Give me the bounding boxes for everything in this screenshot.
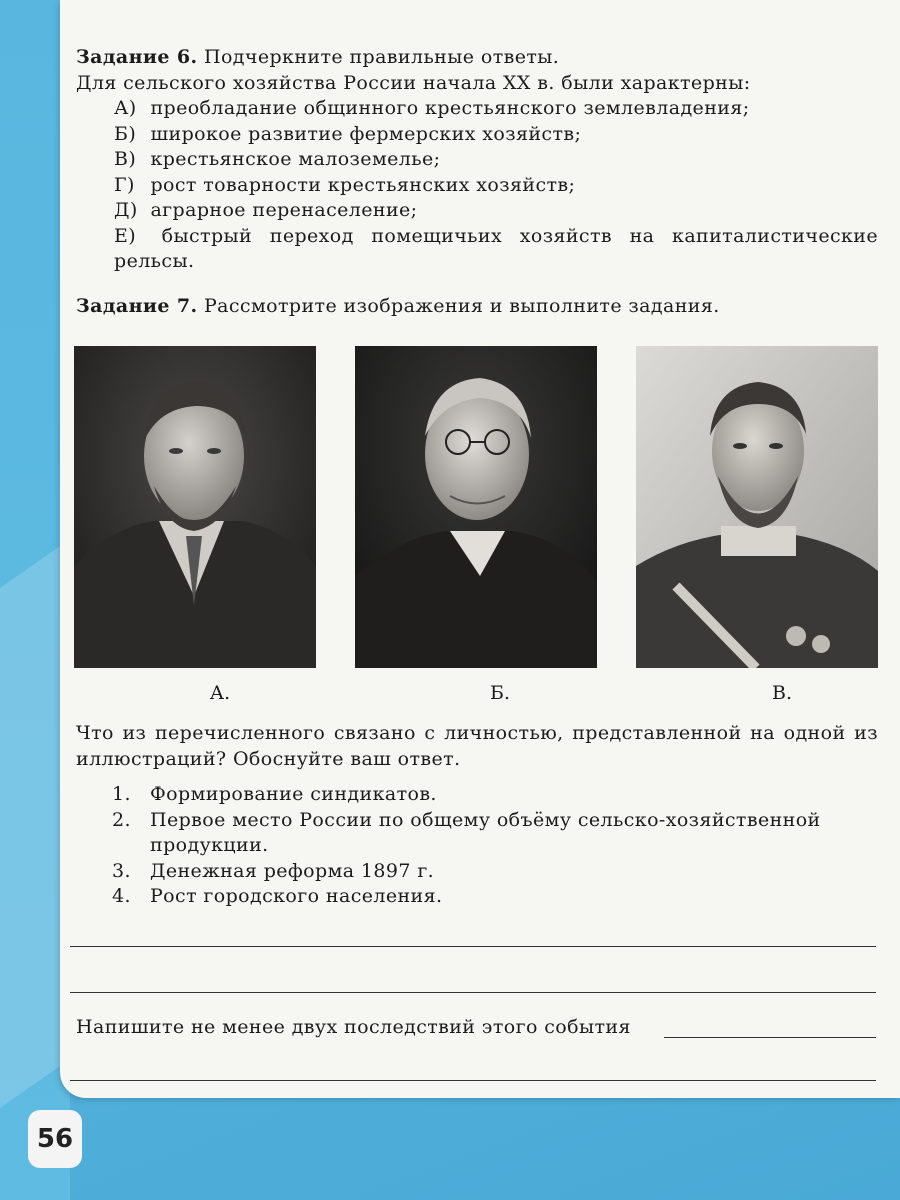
- list-item: 1. Формирование синдикатов.: [112, 783, 437, 805]
- task6-option-a[interactable]: А) преобладание общинного крестьянского землевладения;: [114, 97, 750, 119]
- workbook-page: [60, 0, 900, 1098]
- task7-label: Задание 7.: [76, 294, 198, 317]
- caption-v: В.: [771, 682, 792, 704]
- task6-option-b[interactable]: Б) широкое развитие фермерских хозяйств;: [114, 122, 582, 145]
- page-number: 56: [28, 1110, 82, 1168]
- task6-option-e[interactable]: Е) быстрый переход помещичьих хозяйств на капиталистические рельсы.: [114, 224, 878, 272]
- task6-label: Задание 6.: [76, 46, 198, 68]
- consequences-prompt: Напишите не менее двух последствий этого события: [76, 1016, 631, 1038]
- task6-intro: Для сельского хозяйства России начала XX в. были характерны:: [76, 72, 751, 94]
- task7-instruction: Рассмотрите изображения и выполните задания.: [203, 294, 720, 317]
- portrait-b: [355, 346, 597, 668]
- list-item: 3. Денежная реформа 1897 г.: [112, 859, 435, 882]
- answer-line[interactable]: [70, 946, 876, 947]
- task7-question: Что из перечисленного связано с личностью, представленной на одной из иллюстраций? Обоснуйте ваш ответ.: [76, 722, 878, 770]
- caption-b: Б.: [489, 682, 510, 704]
- answer-line[interactable]: [70, 992, 876, 993]
- task7-heading: [76, 293, 878, 319]
- task6-option-v[interactable]: В) крестьянское малоземелье;: [114, 148, 441, 170]
- list-item: 2. Первое место России по общему объёму сельско-хозяйственной: [112, 808, 821, 831]
- portraits-row: [74, 346, 878, 672]
- portrait-v: [636, 346, 878, 668]
- caption-a: А.: [209, 682, 231, 704]
- answer-line[interactable]: [664, 1037, 876, 1038]
- list-item-continuation: продукции.: [150, 834, 269, 856]
- task6-option-g[interactable]: Г) рост товарности крестьянских хозяйств;: [114, 173, 576, 196]
- task7-options-list: [76, 782, 878, 910]
- list-item: 4. Рост городского населения.: [112, 885, 443, 907]
- portrait-a: [74, 346, 316, 668]
- answer-line[interactable]: [70, 1080, 876, 1081]
- task6-instruction: Подчеркните правильные ответы.: [203, 46, 560, 68]
- task6-block: [76, 44, 878, 319]
- task6-option-d[interactable]: Д) аграрное перенаселение;: [114, 199, 418, 221]
